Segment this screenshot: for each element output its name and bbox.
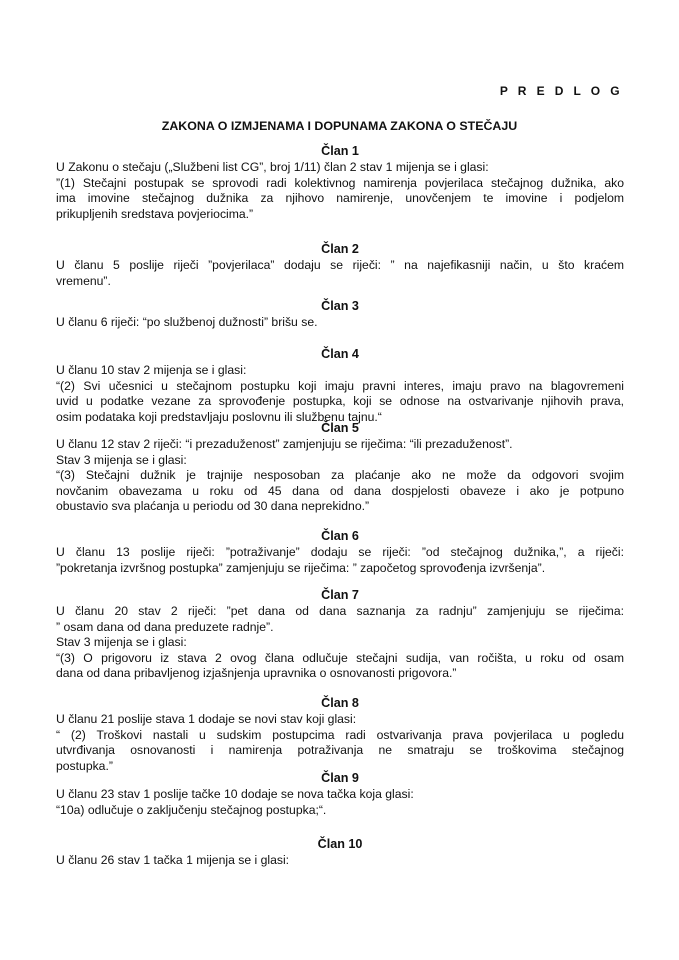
article-1 <box>56 143 624 222</box>
article-text-line: U članu 13 poslije riječi: ”potraživanje” dodaju se riječi: ”od stečajnog dužnika,”, a riječi: <box>56 545 624 559</box>
article-heading: Član 2 <box>321 242 359 256</box>
article-text-line: dana od dana pribavljenog izjašnjenja upravnika o osnovanosti prigovora.” <box>56 666 457 680</box>
article-text-line: “(2) Svi učesnici u stečajnom postupku koji imaju pravni interes, imaju pravo na blagovremeni <box>56 378 624 393</box>
article-text-line: U članu 21 poslije stava 1 dodaje se novi stav koji glasi: <box>56 712 357 726</box>
article-7 <box>56 587 624 682</box>
article-heading: Član 1 <box>321 144 359 158</box>
article-text-line: U članu 10 stav 2 mijenja se i glasi: <box>56 363 247 377</box>
article-text-line: novčanim obavezama u roku od 45 dana od dana dospjelosti obaveze i ako je potpuno <box>56 483 624 498</box>
article-text-line: ” osam dana od dana preduzete radnje”. <box>56 619 274 634</box>
article-text-line: “(3) O prigovoru iz stava 2 ovog člana odlučuje stečajni sudija, van ročišta, u roku od osam <box>56 650 624 665</box>
article-text-line: ”pokretanja izvršnog postupka” zamjenjuju se riječima: ” započetog sprovođenja izvršenja”. <box>56 560 546 575</box>
article-5 <box>56 420 624 515</box>
article-heading: Član 5 <box>321 421 359 435</box>
article-text-line: ”(1) Stečajni postupak se sprovodi radi kolektivnog namirenja povjerilaca stečajnog dužnika, ako <box>56 175 624 190</box>
article-text-line: ima imovine stečajnog dužnika za njihovo namirenje, unovčenjem te imovine i podjelom <box>56 191 624 205</box>
article-heading: Član 7 <box>321 588 359 602</box>
article-text-line: uvid u podatke vezane za sprovođenje postupka, koji se odnose na ostvarivanje njihovih prava, <box>56 394 624 408</box>
article-3 <box>56 298 624 331</box>
article-text-line: postupka.” <box>56 758 113 773</box>
article-10 <box>56 836 624 869</box>
article-text-line: osim podataka koji predstavljaju poslovnu ili službenu tajnu.“ <box>56 409 382 424</box>
article-text-line: U članu 26 stav 1 tačka 1 mijenja se i glasi: <box>56 853 290 867</box>
article-text-line: Stav 3 mijenja se i glasi: <box>56 635 187 649</box>
article-8 <box>56 695 624 774</box>
article-text-line: U članu 5 poslije riječi ”povjerilaca” dodaju se riječi: ” na najefikasniji način, u što kraćem <box>56 258 624 272</box>
article-heading: Član 10 <box>317 837 363 851</box>
article-text-line: Stav 3 mijenja se i glasi: <box>56 452 187 467</box>
article-text-line: “10a) odlučuje o zaključenju stečajnog postupka;“. <box>56 802 327 817</box>
article-heading: Član 9 <box>321 771 359 785</box>
article-9 <box>56 770 624 818</box>
article-text-line: U članu 23 stav 1 poslije tačke 10 dodaje se nova tačka koja glasi: <box>56 787 414 801</box>
article-text-line: “(3) Stečajni dužnik je trajnije nesposoban za plaćanje ako ne može da odgovori svojim <box>56 468 624 482</box>
article-6 <box>56 528 624 576</box>
document-title: ZAKONA O IZMJENAMA I DOPUNAMA ZAKONA O STEČAJU <box>161 119 518 133</box>
article-text-line: U članu 12 stav 2 riječi: “i prezaduženost” zamjenjuju se riječima: “ili prezaduženost”. <box>56 437 513 451</box>
article-text-line: U Zakonu o stečaju („Službeni list CG”, broj 1/11) član 2 stav 1 mijenja se i glasi: <box>56 160 489 174</box>
article-heading: Član 4 <box>321 347 359 361</box>
article-text-line: U članu 6 riječi: “po službenoj dužnosti” brišu se. <box>56 315 318 329</box>
article-heading: Član 3 <box>321 299 359 313</box>
article-text-line: vremenu”. <box>56 273 111 288</box>
article-heading: Član 8 <box>321 696 359 710</box>
article-heading: Član 6 <box>321 529 359 543</box>
article-text-line: utvrđivanja osnovanosti i namirenja potraživanja ne smatraju se troškovima stečajnog <box>56 743 624 757</box>
article-text-line: U članu 20 stav 2 riječi: ”pet dana od dana saznanja za radnju” zamjenjuju se riječima: <box>56 604 624 618</box>
article-text-line: prikupljenih sredstava povjeriocima.” <box>56 206 254 221</box>
article-2 <box>56 241 624 289</box>
article-4 <box>56 346 624 425</box>
article-text-line: “ (2) Troškovi nastali u sudskim postupcima radi ostvarivanja prava povjerilaca u pogledu <box>56 727 624 742</box>
document-label: P R E D L O G <box>499 84 623 98</box>
article-text-line: obustavio sva plaćanja u periodu od 30 dana neprekidno.” <box>56 499 370 513</box>
